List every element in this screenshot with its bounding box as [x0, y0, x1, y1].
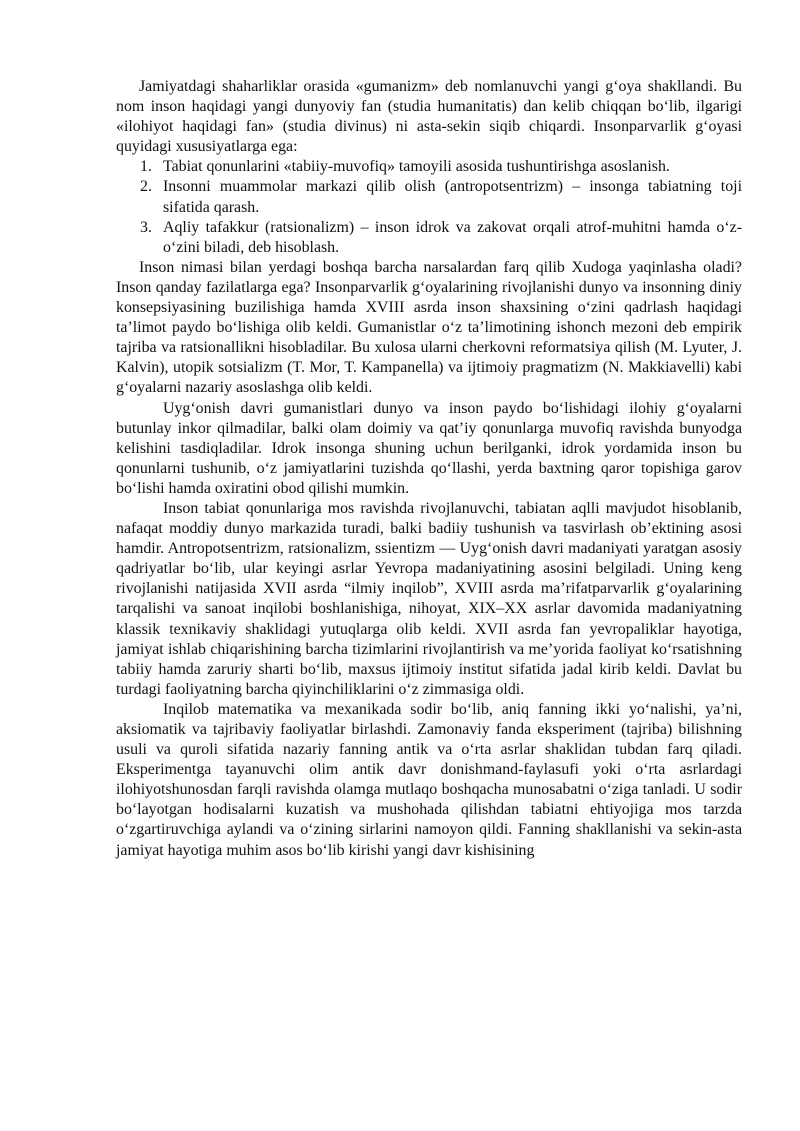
- list-item-number: 3.: [140, 218, 152, 236]
- paragraph-human-nature: Inson nimasi bilan yerdagi boshqa barcha narsalardan farq qilib Xudoga yaqinlasha oladi? Inson qanday fazilatlarga ega? Insonparvarlik g‘oyalarining rivojlanishi dunyo va insonning diniy konsepsiyasining buzilishiga hamda XVIII asrda inson shaxsining o‘zini qadrlash haqidagi ta’limot paydo bo‘lishiga olib keldi. Gumanistlar o‘z ta’limotining ishonch mezoni deb empirik tajriba va ratsionallikni hisobladilar. Bu xulosa ularni cherkovni reformatsiya qilish (M. Lyuter, J. Kalvin), utopik sotsializm (T. Mor, T. Kampanella) va ijtimoiy pragmatizm (N. Makkiavelli) kabi g‘oyalarni nazariy asoslashga olib keldi.: [116, 258, 742, 397]
- paragraph-humanism-intro: Jamiyatdagi shaharliklar orasida «gumanizm» deb nomlanuvchi yangi g‘oya shakllandi. Bu nom inson haqidagi yangi dunyoviy fan (studia humanitatis) dan kelib chiqqan bo‘lib, ilgarigi «ilohiyot haqidagi fan» (studia divinus) ni asta-sekin siqib chiqardi. Insonparvarlik g‘oyasi quyidagi xususiyatlarga ega:: [116, 78, 742, 156]
- list-item: [140, 177, 742, 217]
- list-item: [140, 218, 742, 258]
- list-item-text: Aqliy tafakkur (ratsionalizm) – inson idrok va zakovat orqali atrof-muhitni hamda o‘z-o‘zini biladi, deb hisoblash.: [163, 218, 742, 256]
- paragraph-renaissance-humanists: Uyg‘onish davri gumanistlari dunyo va inson paydo bo‘lishidagi ilohiy g‘oyalarni butunlay inkor qilmadilar, balki olam doimiy va qat’iy qonunlarga muvofiq ravishda bunyodga kelishini tasdiqladilar. Idrok insonga shuning uchun berilganki, idrok yordamida inson bu qonunlarni tushunib, o‘z jamiyatlarini tuzishda qo‘llashi, yerda baxtning qaror topishiga garov bo‘lishi hamda oxiratini obod qilishi mumkin.: [116, 399, 742, 497]
- list-item-number: 1.: [140, 158, 152, 176]
- list-item-number: 2.: [140, 178, 152, 196]
- document-page: [116, 77, 742, 861]
- list-item-text: Insonni muammolar markazi qilib olish (antropotsentrizm) – insonga tabiatning toji sifatida qarash.: [163, 178, 742, 216]
- humanism-features-list: [116, 157, 742, 257]
- list-item: [140, 157, 742, 177]
- paragraph-anthropocentrism: Inson tabiat qonunlariga mos ravishda rivojlanuvchi, tabiatan aqlli mavjudot hisoblanib, nafaqat moddiy dunyo markazida turadi, balki badiiy tushunish va tasvirlash ob’ektining asosi hamdir. Antropotsentrizm, ratsionalizm, ssientizm — Uyg‘onish davri madaniyati yaratgan asosiy qadriyatlar bo‘lib, ular keyingi asrlar Yevropa madaniyatining asosini belgiladi. Uning keng rivojlanishi natijasida XVII asrda “ilmiy inqilob”, XVIII asrda ma’rifatparvarlik g‘oyalarining tarqalishi va sanoat inqilobi boshlanishiga, nihoyat, XIX–XX asrlar davomida madaniyatning klassik texnikaviy shaklidagi yutuqlarga olib keldi. XVII asrda fan yevropaliklar hayotiga, jamiyat ishlab chiqarishining barcha tizimlarini rivojlantirish va me’yorida faoliyat ko‘rsatishning tabiiy hamda zaruriy sharti bo‘lib, maxsus ijtimoiy institut sifatida jadal kirib keldi. Davlat bu turdagi faoliyatning barcha qiyinchiliklarini o‘z zimmasiga oldi.: [116, 499, 742, 698]
- list-item-text: Tabiat qonunlarini «tabiiy-muvofiq» tamoyili asosida tushuntirishga asoslanish.: [163, 158, 670, 176]
- paragraph-scientific-revolution: Inqilob matematika va mexanikada sodir bo‘lib, aniq fanning ikki yo‘nalishi, ya’ni, aksiomatik va tajribaviy faoliyatlar birlashdi. Zamonaviy fanda eksperiment (tajriba) bilishning usuli va quroli sifatida nazariy fanning antik va o‘rta asrlar shaklidan tubdan farq qiladi. Eksperimentga tayanuvchi olim antik davr donishmand-faylasufi yoki o‘rta asrlardagi ilohiyotshunosdan farqli ravishda olamga mutlaqo boshqacha munosabatni o‘ziga tanladi. U sodir bo‘layotgan hodisalarni kuzatish va mushohada qilishdan tabiatni ehtiyojiga mos tarzda o‘zgartiruvchiga aylandi va o‘zining sirlarini namoyon qildi. Fanning shakllanishi va sekin-asta jamiyat hayotiga muhim asos bo‘lib kirishi yangi davr kishisining: [116, 700, 742, 859]
